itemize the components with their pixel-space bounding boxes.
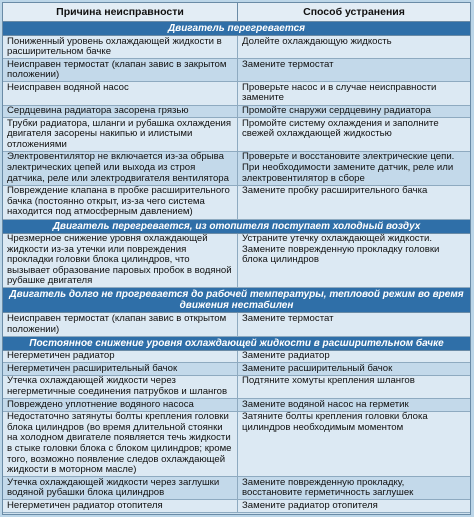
section-heading: Двигатель долго не прогревается до рабочей температуры, тепловой режим во время движения нестабилен [3,288,470,313]
table-body [3,22,470,513]
remedy-cell: Промойте систему охлаждения и заполните свежей охлаждающей жидкостью [242,117,439,140]
table-header [3,3,470,22]
remedy-cell: Замените радиатор отопителя [242,499,378,511]
remedy-cell: Подтяните хомуты крепления шлангов [242,375,415,387]
table-row [3,106,470,119]
header-cause: Причина неисправности [3,3,238,21]
remedy-cell: Замените термостат [242,312,334,324]
fault-table [2,2,471,515]
remedy-cell: Затяните болты крепления головки блока цилиндров необходимым моментом [242,411,428,433]
cause-cell: Утечка охлаждающей жидкости через негерметичные соединения патрубков и шлангов [3,376,238,398]
table-row [3,36,470,59]
table-row [3,477,470,500]
section-heading: Двигатель перегревается, из отопителя поступает холодный воздух [3,220,470,234]
section-heading: Постоянное снижение уровня охлаждающей жидкости в расширительном бачке [3,337,470,351]
remedy-cell: Замените водяной насос на герметик [242,398,409,410]
table-row [3,363,470,376]
table-row [3,412,470,478]
remedy-cell: Устраните утечку охлаждающей жидкости. Замените поврежденную прокладку головки блока цилиндров [242,233,440,266]
remedy-cell: Замените расширительный бачок [242,362,393,374]
cause-cell: Электровентилятор не включается из-за обрыва электрических цепей или выхода из строя датчика, реле или электродвигателя вентилятора [3,152,238,185]
cause-cell: Неисправен водяной насос [3,82,238,104]
cause-cell: Негерметичен радиатор отопителя [3,500,238,512]
cause-cell: Негерметичен расширительный бачок [3,363,238,375]
section-heading: Двигатель перегревается [3,22,470,36]
table-row [3,351,470,364]
remedy-cell: Промойте снаружи сердцевину радиатора [242,105,431,117]
remedy-cell: Долейте охлаждающую жидкость [242,35,392,47]
table-row [3,186,470,220]
cause-cell: Чрезмерное снижение уровня охлаждающей жидкости из-за утечки или повреждения прокладки головки блока цилиндров, что вызывает образование паровых пробок в водяной рубашке двигателя [3,234,238,288]
cause-cell: Утечка охлаждающей жидкости через заглушки водяной рубашки блока цилиндров [3,477,238,499]
remedy-cell: Проверьте и восстановите электрические цепи. При необходимости замените датчик, реле или электровентилятор в сборе [242,151,455,184]
table-row [3,152,470,186]
cause-cell: Неисправен термостат (клапан завис в закрытом положении) [3,59,238,81]
cause-cell: Недостаточно затянуты болты крепления головки блока цилиндров (во время длительной стоянки на холодном двигателе появляется течь жидкости в стыке головки блока с блоком цилиндров; кроме того, возможно появление следов охлаждающей жидкости в моторном масле) [3,412,238,477]
table-row [3,118,470,152]
remedy-cell: Замените термостат [242,58,334,70]
remedy-cell: Замените поврежденную прокладку, восстановите герметичность заглушек [242,476,414,499]
table-row [3,313,470,336]
remedy-cell: Проверьте насос и в случае неисправности замените [242,81,437,104]
cause-cell: Сердцевина радиатора засорена грязью [3,106,238,118]
table-row [3,399,470,412]
remedy-cell: Замените радиатор [242,350,330,362]
table-row [3,234,470,289]
table-row [3,500,470,513]
remedy-cell: Замените пробку расширительного бачка [242,185,428,197]
table-row [3,82,470,105]
table-row [3,59,470,82]
cause-cell: Негерметичен радиатор [3,351,238,363]
cause-cell: Повреждение клапана в пробке расширительного бачка (постоянно открыт, из-за чего система находится под атмосферным давлением) [3,186,238,219]
cause-cell: Повреждено уплотнение водяного насоса [3,399,238,411]
cause-cell: Трубки радиатора, шланги и рубашка охлаждения двигателя засорены накипью и илистыми отложениями [3,118,238,151]
cause-cell: Неисправен термостат (клапан завис в открытом положении) [3,313,238,335]
header-remedy: Способ устранения [303,6,405,18]
table-row [3,376,470,399]
cause-cell: Пониженный уровень охлаждающей жидкости в расширительном бачке [3,36,238,58]
